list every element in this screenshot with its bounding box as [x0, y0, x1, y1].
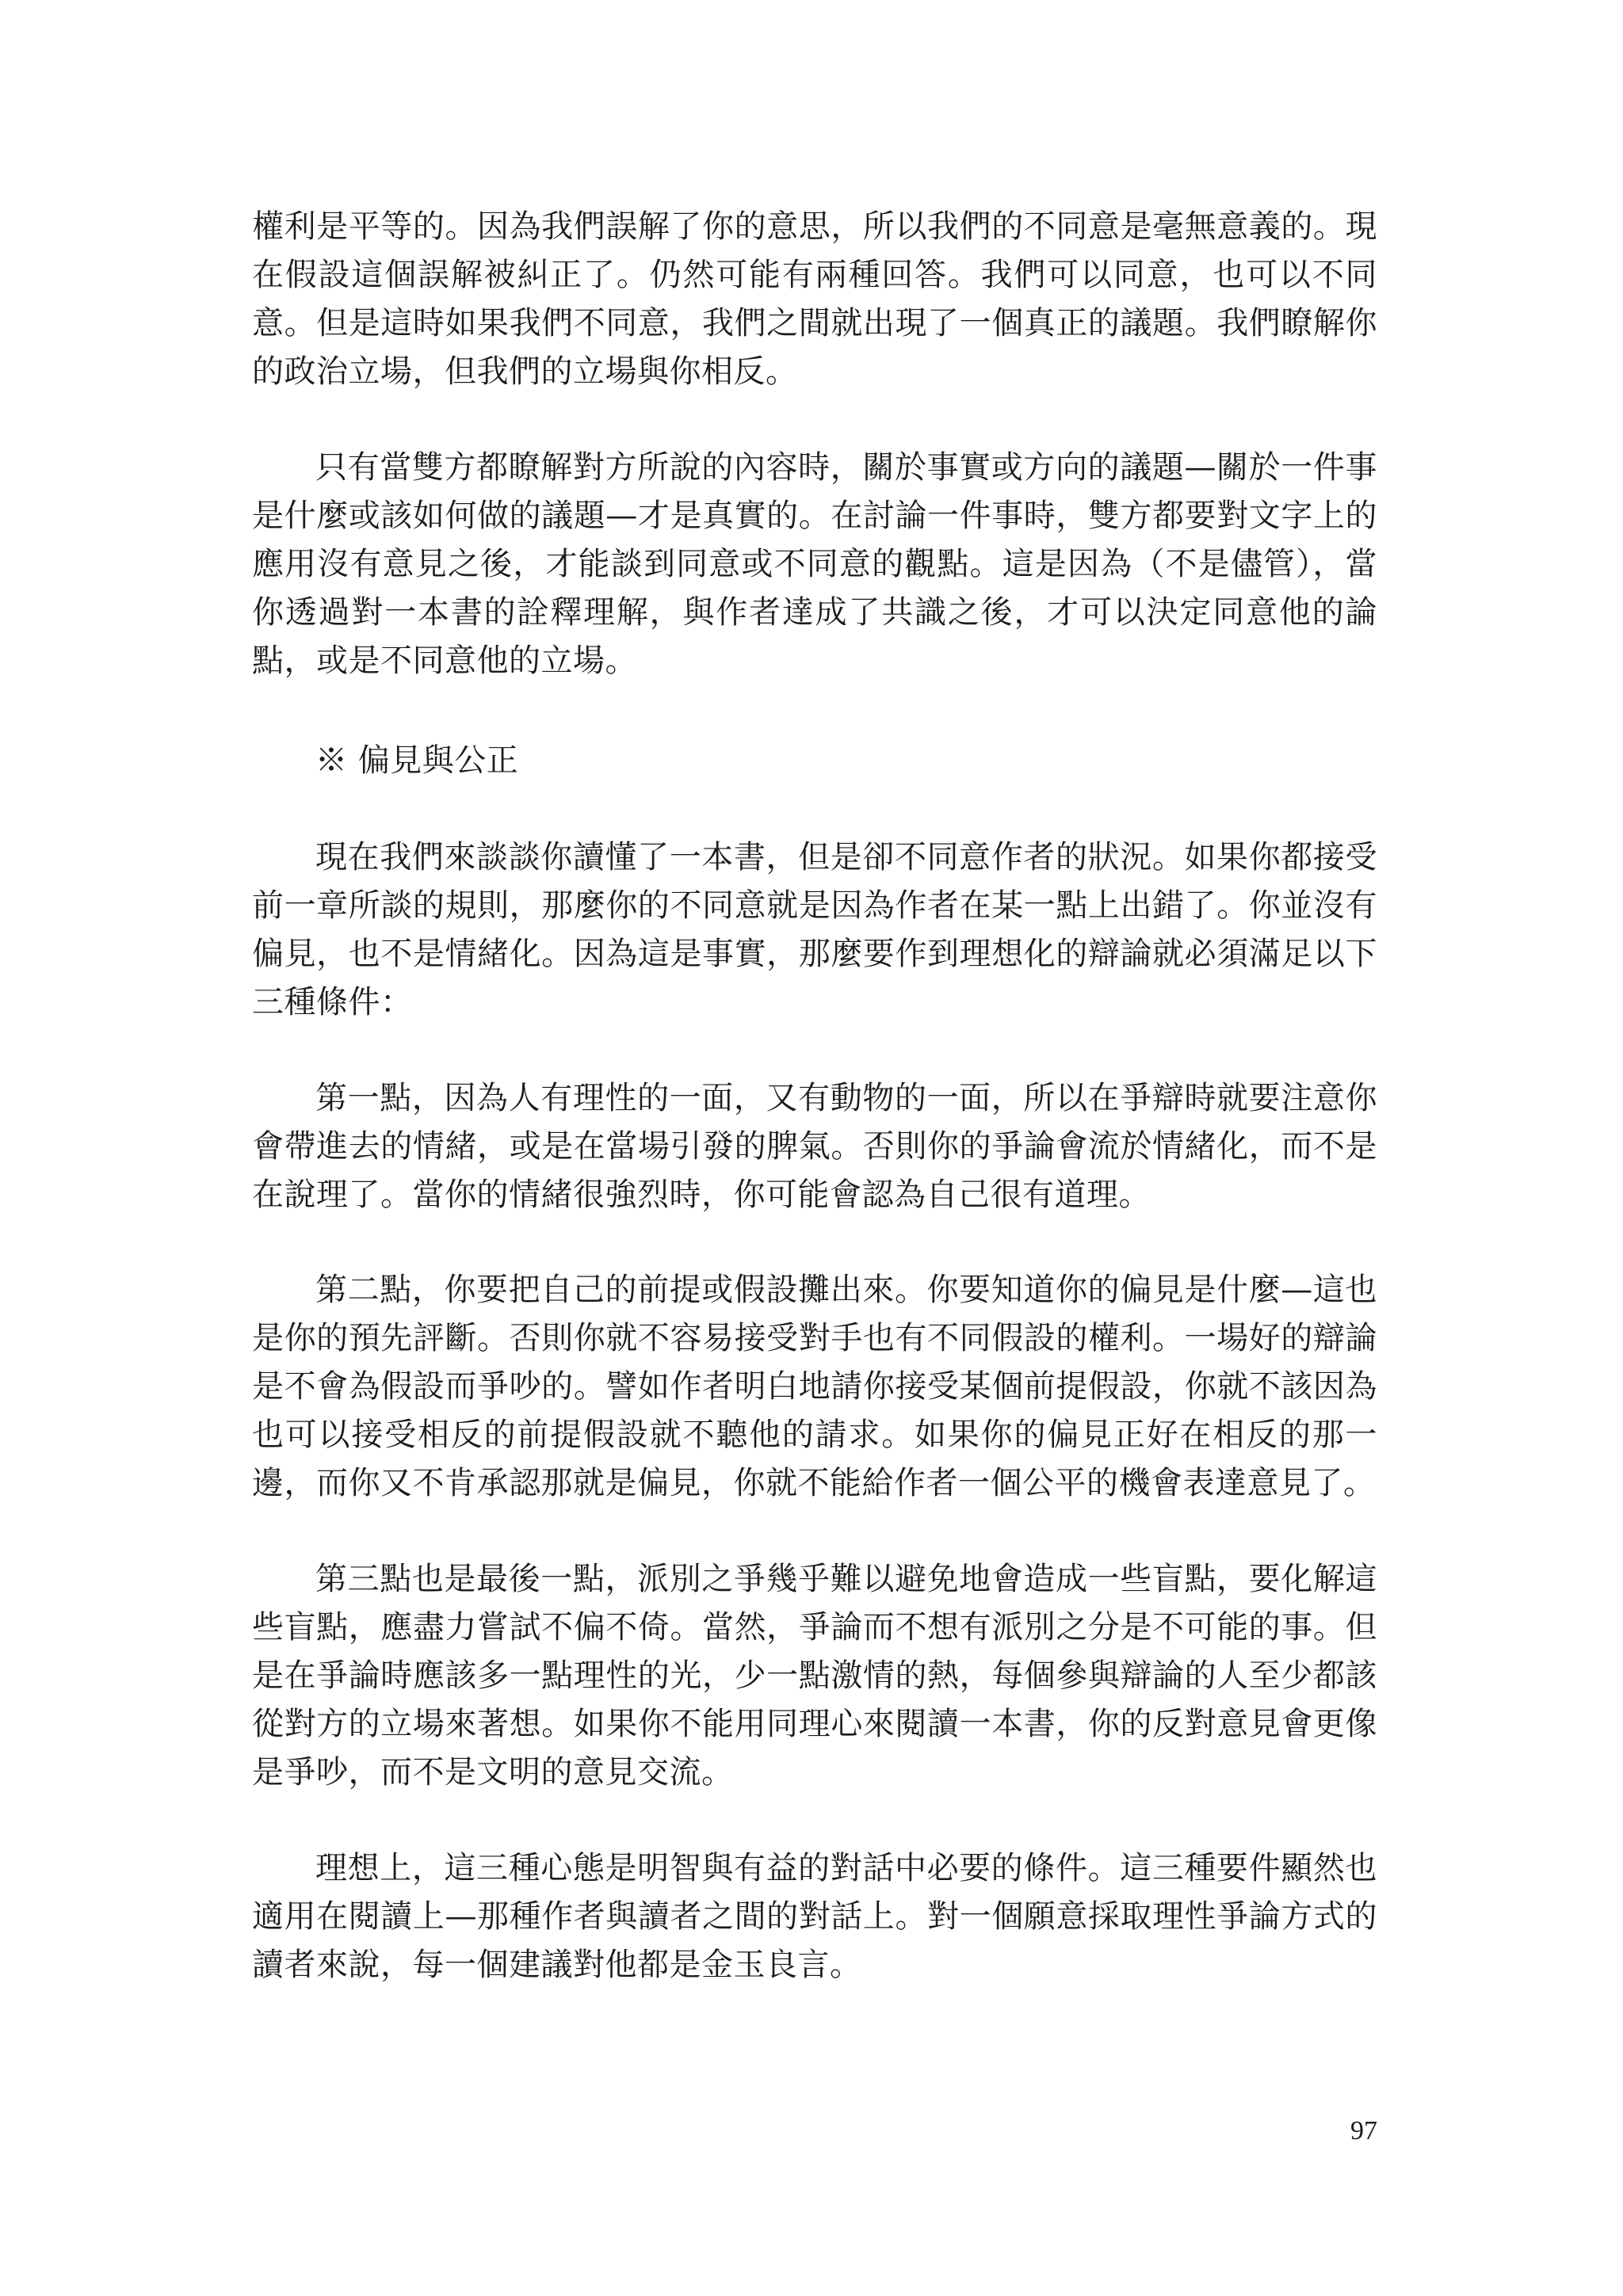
paragraph-text: 權利是平等的。因為我們誤解了你的意思，所以我們的不同意是毫無意義的。現在假設這個誤解被糾正了。仍然可能有兩種回答。我們可以同意，也可以不同意。但是這時如果我們不同意，我們之間就出現了一個真正的議題。我們瞭解你的政治立場，但我們的立場與你相反。 — [252, 208, 1377, 390]
paragraph-text: 第三點也是最後一點，派別之爭幾乎難以避免地會造成一些盲點，要化解這些盲點，應盡力嘗試不偏不倚。當然，爭論而不想有派別之分是不可能的事。但是在爭論時應該多一點理性的光，少一點激情的熱，每個參與辯論的人至少都該從對方的立場來著想。如果你不能用同理心來閱讀一本書，你的反對意見會更像是爭吵，而不是文明的意見交流。 — [252, 1561, 1377, 1791]
paragraph-mutual-understanding — [252, 444, 1377, 685]
page-number: 97 — [1350, 2116, 1377, 2145]
paragraph-text: 第二點，你要把自己的前提或假設攤出來。你要知道你的偏見是什麼—這也是你的預先評斷。否則你就不容易接受對手也有不同假設的權利。一場好的辯論是不會為假設而爭吵的。譬如作者明白地請你接受某個前提假設，你就不該因為也可以接受相反的前提假設就不聽他的請求。如果你的偏見正好在相反的那一邊，而你又不肯承認那就是偏見，你就不能給作者一個公平的機會表達意見了。 — [252, 1272, 1377, 1501]
paragraph-point-one — [252, 1074, 1377, 1219]
paragraph-continuation — [252, 203, 1377, 396]
paragraph-conclusion — [252, 1844, 1377, 1989]
paragraph-disagreement-intro — [252, 833, 1377, 1027]
paragraph-point-three — [252, 1555, 1377, 1797]
paragraph-text: 只有當雙方都瞭解對方所說的內容時，關於事實或方向的議題—關於一件事是什麼或該如何做的議題—才是真實的。在討論一件事時，雙方都要對文字上的應用沒有意見之後，才能談到同意或不同意的觀點。這是因為（不是儘管），當你透過對一本書的詮釋理解，與作者達成了共識之後，才可以決定同意他的論點，或是不同意他的立場。 — [252, 449, 1377, 679]
paragraph-text: 現在我們來談談你讀懂了一本書，但是卻不同意作者的狀況。如果你都接受前一章所談的規則，那麼你的不同意就是因為作者在某一點上出錯了。你並沒有偏見，也不是情緒化。因為這是事實，那麼要作到理想化的辯論就必須滿足以下三種條件： — [252, 839, 1377, 1020]
section-heading: ※ 偏見與公正 — [315, 742, 519, 779]
paragraph-text: 理想上，這三種心態是明智與有益的對話中必要的條件。這三種要件顯然也適用在閱讀上—那種作者與讀者之間的對話上。對一個願意採取理性爭論方式的讀者來說，每一個建議對他都是金玉良言。 — [252, 1850, 1377, 1983]
paragraph-point-two — [252, 1266, 1377, 1508]
paragraph-text: 第一點，因為人有理性的一面，又有動物的一面，所以在爭辯時就要注意你會帶進去的情緒，或是在當場引發的脾氣。否則你的爭論會流於情緒化，而不是在說理了。當你的情緒很強烈時，你可能會認為自己很有道理。 — [252, 1080, 1377, 1213]
